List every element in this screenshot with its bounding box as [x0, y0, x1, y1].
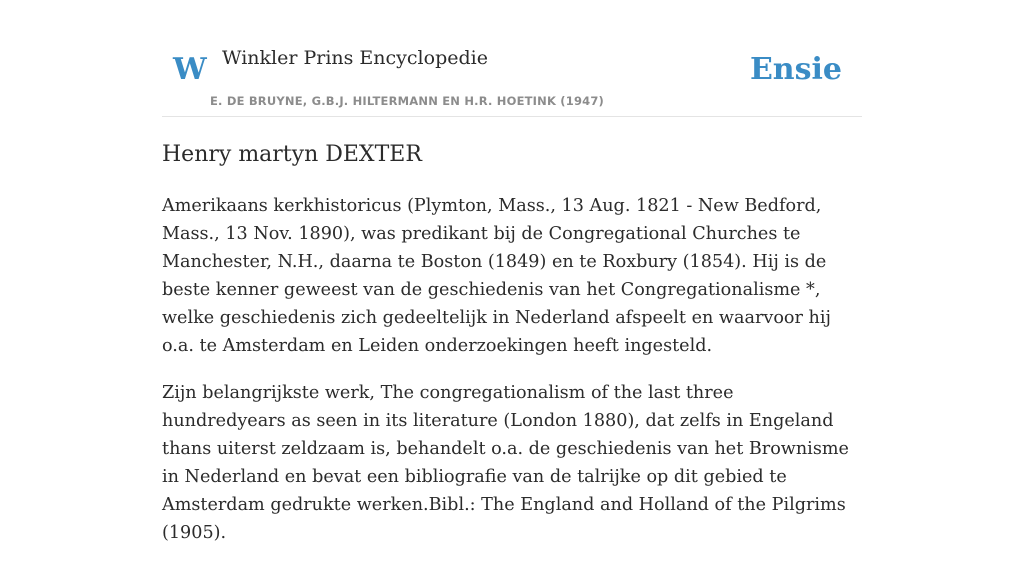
publication-authors: E. DE BRUYNE, G.B.J. HILTERMANN EN H.R. HOETINK (1947) — [210, 94, 605, 108]
article-paragraph: Amerikaans kerkhistoricus (Plymton, Mass., 13 Aug. 1821 - New Bedford, Mass., 13 Nov. 1890), was predikant bij de Congregational Churches te Manchester, N.H., daarna te Boston (1849) en te Roxbury (1854). Hij is de beste kenner geweest van de geschiedenis van het Congregationalisme *, welke geschiedenis zich gedeeltelijk in Nederland afspeelt en waarvoor hij o.a. te Amsterdam en Leiden onderzoekingen heeft ingesteld. — [162, 196, 831, 356]
article-paragraph: Zijn belangrijkste werk, The congregationalism of the last three hundredyears as seen in its literature (London 1880), dat zelfs in Engeland thans uiterst zeldzaam is, behandelt o.a. de geschiedenis van het Brownisme in Nederland en bevat een bibliografie van de talrijke op dit gebied te Amsterdam gedrukte werken.Bibl.: The England and Holland of the Pilgrims (1905). — [162, 383, 849, 543]
publication-title[interactable]: Winkler Prins Encyclopedie — [222, 47, 488, 69]
header — [162, 0, 862, 117]
article-title: Henry martyn DEXTER — [162, 142, 422, 167]
ensie-logo-link[interactable]: Ensie — [749, 52, 842, 87]
article-body — [162, 192, 862, 566]
publication-logo[interactable]: W — [173, 52, 207, 87]
